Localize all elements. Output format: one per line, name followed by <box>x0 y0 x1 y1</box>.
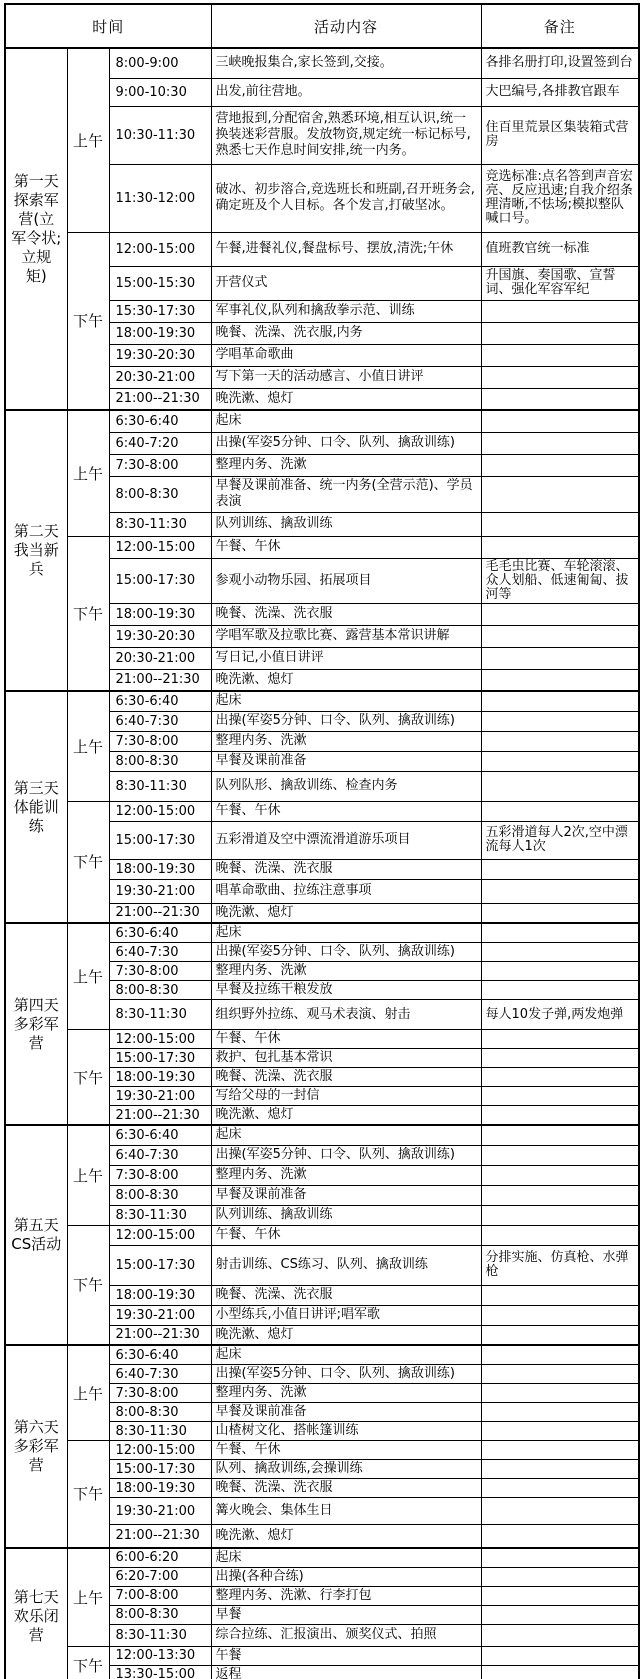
activity-cell: 出操(各种合练) <box>211 1567 481 1586</box>
time-cell: 8:30-11:30 <box>109 1422 211 1441</box>
activity-cell: 整理内务、洗漱 <box>211 1384 481 1403</box>
time-cell: 6:30-6:40 <box>109 410 211 432</box>
time-cell: 12:00-15:00 <box>109 1225 211 1245</box>
activity-cell: 起床 <box>211 1548 481 1568</box>
note-cell: 五彩滑道每人2次,空中漂流每人1次 <box>481 821 639 859</box>
activity-cell: 队列队形、擒敌训练、检查内务 <box>211 771 481 801</box>
period-label: 上午 <box>67 1125 109 1225</box>
note-cell <box>481 1665 639 1679</box>
time-cell: 8:00-8:30 <box>109 1605 211 1624</box>
note-cell <box>481 1646 639 1665</box>
activity-cell: 学唱军歌及拉歌比赛、露营基本常识讲解 <box>211 625 481 647</box>
note-cell <box>481 603 639 625</box>
note-cell <box>481 536 639 558</box>
time-cell: 6:30-6:40 <box>109 691 211 711</box>
activity-cell: 山楂树文化、搭帐篷训练 <box>211 1422 481 1441</box>
note-cell <box>481 903 639 923</box>
time-cell: 8:30-11:30 <box>109 1205 211 1225</box>
note-cell <box>481 1498 639 1525</box>
time-cell: 18:00-19:30 <box>109 322 211 344</box>
activity-cell: 早餐及课前准备 <box>211 1185 481 1205</box>
time-cell: 6:40-7:30 <box>109 711 211 731</box>
time-cell: 6:40-7:30 <box>109 943 211 962</box>
note-cell <box>481 1479 639 1498</box>
period-label: 下午 <box>67 1030 109 1126</box>
time-cell: 20:30-21:00 <box>109 647 211 669</box>
time-cell: 20:30-21:00 <box>109 366 211 388</box>
note-cell <box>481 751 639 771</box>
time-cell: 18:00-19:30 <box>109 603 211 625</box>
period-label: 上午 <box>67 1548 109 1647</box>
note-cell <box>481 344 639 366</box>
note-cell <box>481 476 639 512</box>
note-cell <box>481 859 639 879</box>
note-cell: 各排名册打印,设置签到台 <box>481 48 639 78</box>
note-cell <box>481 879 639 903</box>
time-cell: 8:00-8:30 <box>109 751 211 771</box>
schedule-row <box>5 1125 639 1145</box>
time-cell: 8:30-11:30 <box>109 1000 211 1030</box>
activity-cell: 整理内务、洗漱 <box>211 962 481 981</box>
time-cell: 15:00-17:30 <box>109 1460 211 1479</box>
time-cell: 21:00--21:30 <box>109 1106 211 1126</box>
note-cell: 分排实施、仿真枪、水弹枪 <box>481 1245 639 1285</box>
header-row <box>5 4 639 48</box>
activity-cell: 晚洗漱、熄灯 <box>211 1106 481 1126</box>
col-header-activity: 活动内容 <box>211 4 481 48</box>
note-cell <box>481 300 639 322</box>
schedule-row <box>5 536 639 558</box>
note-cell <box>481 322 639 344</box>
time-cell: 21:00--21:30 <box>109 1325 211 1345</box>
note-cell <box>481 1125 639 1145</box>
time-cell: 21:00--21:30 <box>109 388 211 410</box>
activity-cell: 队列训练、擒敌训练 <box>211 1205 481 1225</box>
note-cell <box>481 1548 639 1568</box>
schedule-row <box>5 691 639 711</box>
time-cell: 8:00-8:30 <box>109 476 211 512</box>
note-cell <box>481 962 639 981</box>
activity-cell: 晚洗漱、熄灯 <box>211 1325 481 1345</box>
schedule-table <box>4 3 640 1679</box>
activity-cell: 晚餐、洗澡、洗衣服 <box>211 1068 481 1087</box>
time-cell: 10:30-11:30 <box>109 106 211 164</box>
note-cell <box>481 1225 639 1245</box>
schedule-row <box>5 1441 639 1460</box>
note-cell <box>481 1205 639 1225</box>
note-cell <box>481 454 639 476</box>
time-cell: 18:00-19:30 <box>109 1479 211 1498</box>
activity-cell: 午餐、午休 <box>211 1225 481 1245</box>
activity-cell: 写下第一天的活动感言、小值日讲评 <box>211 366 481 388</box>
note-cell <box>481 1567 639 1586</box>
note-cell: 竞选标准:点名答到声音宏亮、反应迅速;自我介绍条理清晰,不怯场;模拟整队喊口号。 <box>481 164 639 232</box>
activity-cell: 午餐、午休 <box>211 1441 481 1460</box>
time-cell: 19:30-21:00 <box>109 1087 211 1106</box>
activity-cell: 军事礼仪,队列和擒敌拳示范、训练 <box>211 300 481 322</box>
time-cell: 12:00-15:00 <box>109 801 211 821</box>
time-cell: 11:30-12:00 <box>109 164 211 232</box>
activity-cell: 五彩滑道及空中漂流滑道游乐项目 <box>211 821 481 859</box>
activity-cell: 写日记,小值日讲评 <box>211 647 481 669</box>
note-cell <box>481 1624 639 1646</box>
time-cell: 12:00-13:30 <box>109 1646 211 1665</box>
time-cell: 7:30-8:00 <box>109 962 211 981</box>
note-cell <box>481 923 639 943</box>
note-cell <box>481 1068 639 1087</box>
activity-cell: 参观小动物乐园、拓展项目 <box>211 558 481 603</box>
activity-cell: 综合拉练、汇报演出、颁奖仪式、拍照 <box>211 1624 481 1646</box>
schedule-row <box>5 48 639 78</box>
note-cell: 值班教官统一标准 <box>481 232 639 266</box>
note-cell <box>481 388 639 410</box>
activity-cell: 唱革命歌曲、拉练注意事项 <box>211 879 481 903</box>
day-label: 第三天体能训练 <box>5 691 67 923</box>
activity-cell: 晚洗漱、熄灯 <box>211 669 481 691</box>
note-cell <box>481 1087 639 1106</box>
activity-cell: 晚洗漱、熄灯 <box>211 903 481 923</box>
schedule-row <box>5 1548 639 1568</box>
schedule-row <box>5 1646 639 1665</box>
schedule-row <box>5 923 639 943</box>
note-cell <box>481 647 639 669</box>
activity-cell: 晚餐、洗澡、洗衣服,内务 <box>211 322 481 344</box>
time-cell: 6:20-7:00 <box>109 1567 211 1586</box>
activity-cell: 破冰、初步溶合,竞选班长和班副,召开班务会,确定班及个人目标。各个发言,打破坚冰。 <box>211 164 481 232</box>
time-cell: 7:30-8:00 <box>109 1165 211 1185</box>
activity-cell: 午餐、午休 <box>211 536 481 558</box>
activity-cell: 救护、包扎基本常识 <box>211 1049 481 1068</box>
activity-cell: 晚洗漱、熄灯 <box>211 1525 481 1548</box>
activity-cell: 早餐及课前准备、统一内务(全营示范)、学员表演 <box>211 476 481 512</box>
time-cell: 6:30-6:40 <box>109 923 211 943</box>
period-label: 下午 <box>67 1225 109 1345</box>
day-label: 第二天我当新兵 <box>5 410 67 691</box>
activity-cell: 起床 <box>211 1125 481 1145</box>
activity-cell: 出操(军姿5分钟、口令、队列、擒敌训练) <box>211 1145 481 1165</box>
note-cell <box>481 1285 639 1305</box>
time-cell: 19:30-21:00 <box>109 879 211 903</box>
time-cell: 12:00-15:00 <box>109 536 211 558</box>
time-cell: 6:40-7:30 <box>109 1145 211 1165</box>
period-label: 上午 <box>67 48 109 232</box>
activity-cell: 起床 <box>211 1345 481 1365</box>
time-cell: 6:40-7:30 <box>109 1365 211 1384</box>
day-label: 第七天欢乐闭营 <box>5 1548 67 1679</box>
note-cell <box>481 625 639 647</box>
activity-cell: 三峡晚报集合,家长签到,交接。 <box>211 48 481 78</box>
activity-cell: 组织野外拉练、观马术表演、射击 <box>211 1000 481 1030</box>
note-cell <box>481 1365 639 1384</box>
time-cell: 15:00-17:30 <box>109 1245 211 1285</box>
day-label: 第五天CS活动 <box>5 1125 67 1345</box>
time-cell: 6:30-6:40 <box>109 1125 211 1145</box>
activity-cell: 出操(军姿5分钟、口令、队列、擒敌训练) <box>211 943 481 962</box>
time-cell: 12:00-15:00 <box>109 232 211 266</box>
period-label: 下午 <box>67 1646 109 1679</box>
time-cell: 18:00-19:30 <box>109 859 211 879</box>
activity-cell: 晚餐、洗澡、洗衣服 <box>211 859 481 879</box>
activity-cell: 午餐、午休 <box>211 801 481 821</box>
note-cell <box>481 1403 639 1422</box>
note-cell: 大巴编号,各排教官跟车 <box>481 78 639 106</box>
note-cell <box>481 1422 639 1441</box>
period-label: 下午 <box>67 232 109 410</box>
note-cell <box>481 432 639 454</box>
time-cell: 7:00-8:00 <box>109 1586 211 1605</box>
time-cell: 21:00--21:30 <box>109 1525 211 1548</box>
note-cell: 住百里荒景区集装箱式营房 <box>481 106 639 164</box>
note-cell: 毛毛虫比赛、车轮滚滚、众人划船、低速匍匐、拔河等 <box>481 558 639 603</box>
time-cell: 18:00-19:30 <box>109 1068 211 1087</box>
note-cell <box>481 410 639 432</box>
note-cell <box>481 1460 639 1479</box>
note-cell: 每人10发子弹,两发炮弹 <box>481 1000 639 1030</box>
note-cell <box>481 1441 639 1460</box>
note-cell <box>481 1325 639 1345</box>
period-label: 下午 <box>67 536 109 691</box>
activity-cell: 早餐 <box>211 1605 481 1624</box>
time-cell: 15:00-15:30 <box>109 266 211 300</box>
note-cell <box>481 1345 639 1365</box>
note-cell <box>481 943 639 962</box>
activity-cell: 起床 <box>211 691 481 711</box>
activity-cell: 整理内务、洗漱、行李打包 <box>211 1586 481 1605</box>
activity-cell: 返程 <box>211 1665 481 1679</box>
time-cell: 8:00-8:30 <box>109 1403 211 1422</box>
activity-cell: 队列、擒敌训练,会操训练 <box>211 1460 481 1479</box>
activity-cell: 开营仪式 <box>211 266 481 300</box>
time-cell: 8:00-9:00 <box>109 48 211 78</box>
period-label: 下午 <box>67 1441 109 1548</box>
note-cell <box>481 771 639 801</box>
activity-cell: 起床 <box>211 923 481 943</box>
schedule-row <box>5 801 639 821</box>
note-cell: 升国旗、奏国歌、宣誓词、强化军容军纪 <box>481 266 639 300</box>
note-cell <box>481 801 639 821</box>
time-cell: 21:00--21:30 <box>109 903 211 923</box>
activity-cell: 整理内务、洗漱 <box>211 731 481 751</box>
time-cell: 12:00-15:00 <box>109 1030 211 1049</box>
note-cell <box>481 1106 639 1126</box>
time-cell: 18:00-19:30 <box>109 1285 211 1305</box>
time-cell: 9:00-10:30 <box>109 78 211 106</box>
note-cell <box>481 731 639 751</box>
note-cell <box>481 711 639 731</box>
period-label: 上午 <box>67 691 109 801</box>
time-cell: 19:30-20:30 <box>109 625 211 647</box>
activity-cell: 午餐,进餐礼仪,餐盘标号、摆放,清洗;午休 <box>211 232 481 266</box>
time-cell: 7:30-8:00 <box>109 1384 211 1403</box>
activity-cell: 出操(军姿5分钟、口令、队列、擒敌训练) <box>211 711 481 731</box>
note-cell <box>481 366 639 388</box>
note-cell <box>481 1165 639 1185</box>
time-cell: 8:00-8:30 <box>109 981 211 1000</box>
schedule-body <box>5 48 639 1679</box>
time-cell: 8:30-11:30 <box>109 1624 211 1646</box>
activity-cell: 晚洗漱、熄灯 <box>211 388 481 410</box>
note-cell <box>481 1384 639 1403</box>
activity-cell: 早餐及课前准备 <box>211 751 481 771</box>
activity-cell: 小型练兵,小值日讲评;唱军歌 <box>211 1305 481 1325</box>
activity-cell: 队列训练、擒敌训练 <box>211 512 481 536</box>
note-cell <box>481 981 639 1000</box>
time-cell: 19:30-20:30 <box>109 344 211 366</box>
activity-cell: 写给父母的一封信 <box>211 1087 481 1106</box>
schedule-row <box>5 232 639 266</box>
time-cell: 6:00-6:20 <box>109 1548 211 1568</box>
activity-cell: 午餐、午休 <box>211 1030 481 1049</box>
time-cell: 15:00-17:30 <box>109 821 211 859</box>
time-cell: 15:00-17:30 <box>109 558 211 603</box>
time-cell: 15:30-17:30 <box>109 300 211 322</box>
schedule-row <box>5 1030 639 1049</box>
activity-cell: 午餐 <box>211 1646 481 1665</box>
period-label: 下午 <box>67 801 109 923</box>
time-cell: 13:30-15:00 <box>109 1665 211 1679</box>
time-cell: 8:30-11:30 <box>109 512 211 536</box>
note-cell <box>481 691 639 711</box>
activity-cell: 晚餐、洗澡、洗衣服 <box>211 1479 481 1498</box>
day-label: 第一天探索军营(立军令状;立规矩) <box>5 48 67 410</box>
note-cell <box>481 1605 639 1624</box>
note-cell <box>481 1525 639 1548</box>
activity-cell: 学唱革命歌曲 <box>211 344 481 366</box>
time-cell: 19:30-21:00 <box>109 1305 211 1325</box>
activity-cell: 篝火晚会、集体生日 <box>211 1498 481 1525</box>
note-cell <box>481 1305 639 1325</box>
time-cell: 6:30-6:40 <box>109 1345 211 1365</box>
time-cell: 8:00-8:30 <box>109 1185 211 1205</box>
time-cell: 12:00-15:00 <box>109 1441 211 1460</box>
activity-cell: 射击训练、CS练习、队列、擒敌训练 <box>211 1245 481 1285</box>
note-cell <box>481 1049 639 1068</box>
activity-cell: 营地报到,分配宿舍,熟悉环境,相互认识,统一换装迷彩营服。发放物资,规定统一标记标号,熟悉七天作息时间安排,统一内务。 <box>211 106 481 164</box>
note-cell <box>481 1145 639 1165</box>
schedule-row <box>5 1225 639 1245</box>
activity-cell: 整理内务、洗漱 <box>211 1165 481 1185</box>
note-cell <box>481 1185 639 1205</box>
activity-cell: 早餐及课前准备 <box>211 1403 481 1422</box>
time-cell: 6:40-7:20 <box>109 432 211 454</box>
col-header-notes: 备注 <box>481 4 639 48</box>
schedule-row <box>5 1345 639 1365</box>
activity-cell: 晚餐、洗澡、洗衣服 <box>211 603 481 625</box>
time-cell: 15:00-17:30 <box>109 1049 211 1068</box>
activity-cell: 整理内务、洗漱 <box>211 454 481 476</box>
time-cell: 7:30-8:00 <box>109 731 211 751</box>
activity-cell: 出操(军姿5分钟、口令、队列、擒敌训练) <box>211 432 481 454</box>
time-cell: 8:30-11:30 <box>109 771 211 801</box>
note-cell <box>481 1030 639 1049</box>
note-cell <box>481 1586 639 1605</box>
time-cell: 21:00--21:30 <box>109 669 211 691</box>
col-header-time: 时间 <box>5 4 211 48</box>
activity-cell: 起床 <box>211 410 481 432</box>
time-cell: 19:30-21:00 <box>109 1498 211 1525</box>
activity-cell: 早餐及拉练干粮发放 <box>211 981 481 1000</box>
period-label: 上午 <box>67 923 109 1030</box>
period-label: 上午 <box>67 410 109 536</box>
day-label: 第六天多彩军营 <box>5 1345 67 1548</box>
note-cell <box>481 512 639 536</box>
activity-cell: 出发,前往营地。 <box>211 78 481 106</box>
day-label: 第四天多彩军营 <box>5 923 67 1125</box>
period-label: 上午 <box>67 1345 109 1441</box>
schedule-row <box>5 410 639 432</box>
time-cell: 7:30-8:00 <box>109 454 211 476</box>
note-cell <box>481 669 639 691</box>
activity-cell: 出操(军姿5分钟、口令、队列、擒敌训练) <box>211 1365 481 1384</box>
activity-cell: 晚餐、洗澡、洗衣服 <box>211 1285 481 1305</box>
